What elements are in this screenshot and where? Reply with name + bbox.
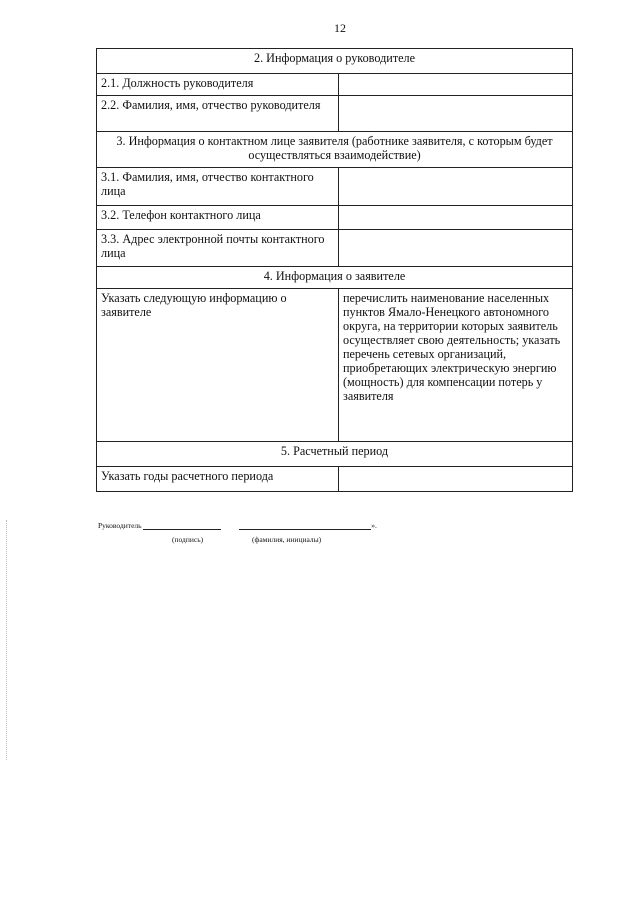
row-3-2-value[interactable] bbox=[339, 206, 573, 230]
row-2-2-label: 2.2. Фамилия, имя, отчество руководителя bbox=[97, 96, 339, 132]
section-4-title: 4. Информация о заявителе bbox=[97, 267, 573, 289]
signature-label: Руководитель bbox=[98, 521, 142, 530]
section-5-title: 5. Расчетный период bbox=[97, 442, 573, 467]
row-2-1-value[interactable] bbox=[339, 74, 573, 96]
page-number: 12 bbox=[334, 21, 346, 35]
row-3-1-value[interactable] bbox=[339, 168, 573, 206]
scan-edge bbox=[6, 520, 8, 760]
name-caption: (фамилия, инициалы) bbox=[252, 535, 322, 544]
application-form-table bbox=[96, 48, 573, 492]
row-4-value: перечислить наименование населенных пунктов Ямало-Ненецкого автономного округа, на территории которых заявитель осуществляет свою деятельность; указать перечень сетевых организаций, приобретающих электрическую энергию (мощность) для компенсации потерь у заявителя bbox=[339, 289, 573, 442]
row-2-1-label: 2.1. Должность руководителя bbox=[97, 74, 339, 96]
name-field[interactable] bbox=[239, 520, 371, 530]
row-5-value[interactable] bbox=[339, 467, 573, 492]
signature-caption: (подпись) bbox=[172, 535, 204, 544]
row-3-3-label: 3.3. Адрес электронной почты контактного лица bbox=[97, 230, 339, 267]
section-2-title: 2. Информация о руководителе bbox=[97, 49, 573, 74]
row-4-label: Указать следующую информацию о заявителе bbox=[97, 289, 339, 442]
row-5-label: Указать годы расчетного периода bbox=[97, 467, 339, 492]
signature-line bbox=[98, 520, 377, 530]
row-2-2-value[interactable] bbox=[339, 96, 573, 132]
section-3-title: 3. Информация о контактном лице заявителя (работнике заявителя, с которым будет осуществляться взаимодействие) bbox=[97, 132, 573, 168]
row-3-3-value[interactable] bbox=[339, 230, 573, 267]
row-3-2-label: 3.2. Телефон контактного лица bbox=[97, 206, 339, 230]
signature-end-mark: ». bbox=[371, 521, 377, 530]
row-3-1-label: 3.1. Фамилия, имя, отчество контактного лица bbox=[97, 168, 339, 206]
signature-field[interactable] bbox=[143, 520, 221, 530]
